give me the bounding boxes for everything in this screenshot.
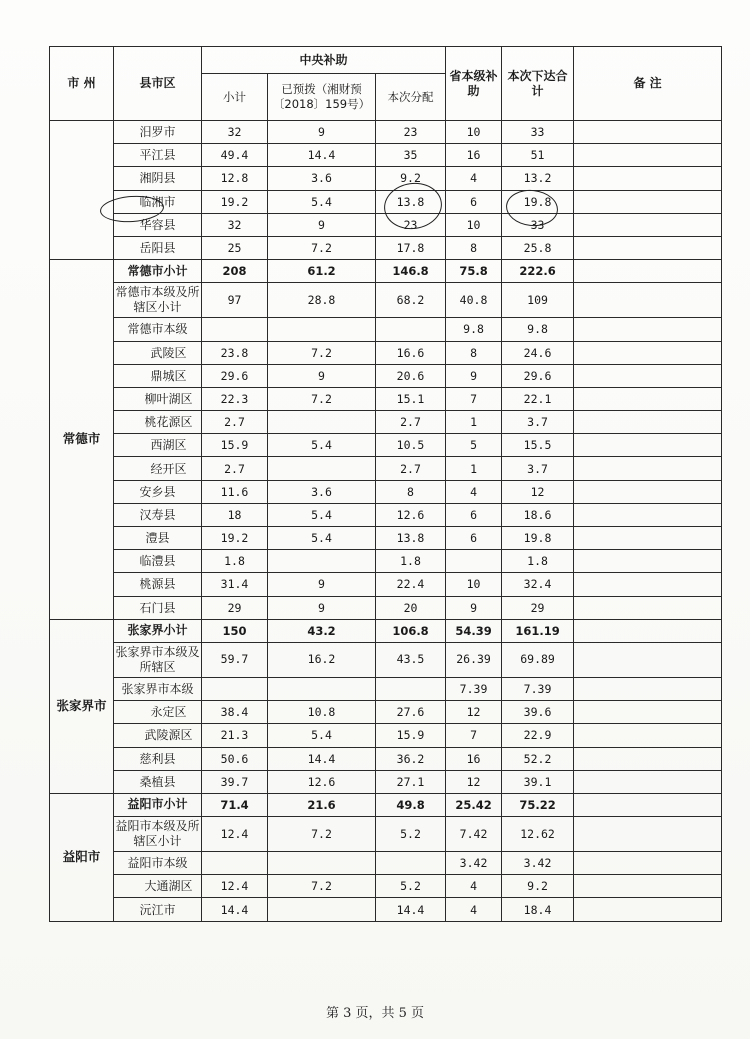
table-row	[50, 167, 722, 190]
county-name: 常德市小计	[114, 260, 202, 283]
city-cell-zhangjiajie: 张家界市	[50, 619, 114, 793]
cell-provincial: 10	[446, 213, 502, 236]
cell-remarks	[574, 387, 722, 410]
table-row	[50, 318, 722, 341]
county-name: 汉寿县	[114, 503, 202, 526]
cell-this-alloc	[376, 677, 446, 700]
header-prealloc: 已预拨（湘财预〔2018〕159号）	[268, 74, 376, 121]
cell-total: 3.7	[502, 457, 574, 480]
cell-provincial: 6	[446, 503, 502, 526]
cell-this-alloc: 68.2	[376, 283, 446, 318]
cell-provincial: 9	[446, 596, 502, 619]
cell-subtotal: 29	[202, 596, 268, 619]
county-name: 大通湖区	[114, 875, 202, 898]
header-county: 县市区	[114, 47, 202, 121]
cell-prealloc: 3.6	[268, 167, 376, 190]
cell-total: 3.42	[502, 852, 574, 875]
cell-prealloc: 5.4	[268, 527, 376, 550]
cell-provincial: 6	[446, 190, 502, 213]
cell-prealloc: 7.2	[268, 387, 376, 410]
cell-this-alloc: 106.8	[376, 619, 446, 642]
cell-remarks	[574, 596, 722, 619]
cell-remarks	[574, 341, 722, 364]
cell-subtotal: 208	[202, 260, 268, 283]
cell-remarks	[574, 793, 722, 816]
county-name: 张家界小计	[114, 619, 202, 642]
header-provincial: 省本级补助	[446, 47, 502, 121]
cell-subtotal	[202, 677, 268, 700]
cell-subtotal: 12.8	[202, 167, 268, 190]
cell-remarks	[574, 817, 722, 852]
cell-remarks	[574, 677, 722, 700]
cell-prealloc: 3.6	[268, 480, 376, 503]
table-row	[50, 724, 722, 747]
cell-this-alloc: 1.8	[376, 550, 446, 573]
cell-remarks	[574, 503, 722, 526]
cell-provincial: 1	[446, 411, 502, 434]
cell-total: 1.8	[502, 550, 574, 573]
cell-subtotal: 12.4	[202, 817, 268, 852]
county-name: 柳叶湖区	[114, 387, 202, 410]
cell-total: 24.6	[502, 341, 574, 364]
cell-provincial	[446, 550, 502, 573]
cell-provincial: 7.39	[446, 677, 502, 700]
cell-this-alloc: 23	[376, 213, 446, 236]
cell-total: 7.39	[502, 677, 574, 700]
cell-this-alloc: 2.7	[376, 457, 446, 480]
cell-this-alloc: 10.5	[376, 434, 446, 457]
cell-prealloc: 28.8	[268, 283, 376, 318]
city-cell-continued	[50, 121, 114, 260]
cell-total: 25.8	[502, 236, 574, 259]
table-row	[50, 898, 722, 921]
cell-subtotal: 29.6	[202, 364, 268, 387]
county-name: 永定区	[114, 701, 202, 724]
cell-prealloc: 7.2	[268, 236, 376, 259]
cell-provincial: 7	[446, 387, 502, 410]
table-row	[50, 364, 722, 387]
cell-subtotal: 2.7	[202, 457, 268, 480]
cell-prealloc: 43.2	[268, 619, 376, 642]
table-row	[50, 236, 722, 259]
cell-remarks	[574, 550, 722, 573]
subsidy-table	[49, 46, 722, 922]
table-row	[50, 341, 722, 364]
table-row	[50, 260, 722, 283]
cell-subtotal: 22.3	[202, 387, 268, 410]
table-row	[50, 213, 722, 236]
table-row	[50, 793, 722, 816]
cell-total: 9.8	[502, 318, 574, 341]
cell-total: 12	[502, 480, 574, 503]
cell-total: 222.6	[502, 260, 574, 283]
cell-provincial: 40.8	[446, 283, 502, 318]
cell-provincial: 10	[446, 573, 502, 596]
cell-subtotal: 21.3	[202, 724, 268, 747]
cell-remarks	[574, 480, 722, 503]
cell-this-alloc: 20	[376, 596, 446, 619]
cell-this-alloc: 27.6	[376, 701, 446, 724]
city-cell-yiyang: 益阳市	[50, 793, 114, 921]
cell-remarks	[574, 213, 722, 236]
county-name: 沅江市	[114, 898, 202, 921]
cell-provincial: 26.39	[446, 642, 502, 677]
cell-prealloc	[268, 898, 376, 921]
cell-subtotal: 18	[202, 503, 268, 526]
cell-total: 69.89	[502, 642, 574, 677]
cell-subtotal: 31.4	[202, 573, 268, 596]
cell-subtotal: 32	[202, 213, 268, 236]
cell-this-alloc: 49.8	[376, 793, 446, 816]
cell-provincial: 12	[446, 701, 502, 724]
cell-remarks	[574, 364, 722, 387]
table-row	[50, 121, 722, 144]
county-name: 西湖区	[114, 434, 202, 457]
cell-this-alloc: 27.1	[376, 770, 446, 793]
table-row	[50, 457, 722, 480]
county-name: 澧县	[114, 527, 202, 550]
county-name: 张家界市本级	[114, 677, 202, 700]
cell-prealloc	[268, 457, 376, 480]
cell-prealloc: 12.6	[268, 770, 376, 793]
cell-provincial: 9	[446, 364, 502, 387]
cell-remarks	[574, 283, 722, 318]
cell-prealloc: 10.8	[268, 701, 376, 724]
cell-provincial: 4	[446, 480, 502, 503]
cell-this-alloc: 146.8	[376, 260, 446, 283]
cell-subtotal: 59.7	[202, 642, 268, 677]
cell-provincial: 16	[446, 747, 502, 770]
cell-remarks	[574, 724, 722, 747]
cell-remarks	[574, 898, 722, 921]
table-row	[50, 573, 722, 596]
cell-provincial: 7.42	[446, 817, 502, 852]
cell-remarks	[574, 457, 722, 480]
county-name: 张家界市本级及所辖区	[114, 642, 202, 677]
cell-remarks	[574, 190, 722, 213]
cell-this-alloc	[376, 852, 446, 875]
cell-this-alloc: 2.7	[376, 411, 446, 434]
cell-total: 29.6	[502, 364, 574, 387]
cell-provincial: 4	[446, 875, 502, 898]
cell-prealloc: 5.4	[268, 190, 376, 213]
table-row	[50, 747, 722, 770]
cell-remarks	[574, 701, 722, 724]
cell-provincial: 12	[446, 770, 502, 793]
cell-provincial: 8	[446, 236, 502, 259]
cell-subtotal: 150	[202, 619, 268, 642]
cell-total: 75.22	[502, 793, 574, 816]
cell-prealloc: 9	[268, 596, 376, 619]
cell-subtotal: 2.7	[202, 411, 268, 434]
cell-prealloc	[268, 852, 376, 875]
cell-provincial: 3.42	[446, 852, 502, 875]
cell-prealloc: 14.4	[268, 144, 376, 167]
cell-provincial: 1	[446, 457, 502, 480]
cell-remarks	[574, 121, 722, 144]
cell-prealloc: 21.6	[268, 793, 376, 816]
cell-provincial: 16	[446, 144, 502, 167]
cell-provincial: 4	[446, 898, 502, 921]
cell-this-alloc: 15.9	[376, 724, 446, 747]
cell-remarks	[574, 770, 722, 793]
cell-remarks	[574, 852, 722, 875]
cell-total: 32.4	[502, 573, 574, 596]
header-central: 中央补助	[202, 47, 446, 74]
cell-total: 109	[502, 283, 574, 318]
cell-prealloc: 9	[268, 213, 376, 236]
cell-remarks	[574, 144, 722, 167]
cell-subtotal: 11.6	[202, 480, 268, 503]
cell-this-alloc: 16.6	[376, 341, 446, 364]
table-row	[50, 527, 722, 550]
county-name: 平江县	[114, 144, 202, 167]
cell-subtotal	[202, 852, 268, 875]
county-name: 经开区	[114, 457, 202, 480]
header-row-1	[50, 47, 722, 74]
cell-subtotal: 1.8	[202, 550, 268, 573]
cell-subtotal: 38.4	[202, 701, 268, 724]
county-name: 桃花源区	[114, 411, 202, 434]
cell-this-alloc: 12.6	[376, 503, 446, 526]
cell-subtotal: 97	[202, 283, 268, 318]
cell-remarks	[574, 236, 722, 259]
table-row	[50, 642, 722, 677]
cell-prealloc: 7.2	[268, 817, 376, 852]
cell-subtotal: 23.8	[202, 341, 268, 364]
cell-subtotal: 14.4	[202, 898, 268, 921]
cell-provincial: 7	[446, 724, 502, 747]
table-row	[50, 701, 722, 724]
county-name: 汨罗市	[114, 121, 202, 144]
cell-remarks	[574, 167, 722, 190]
county-name: 桃源县	[114, 573, 202, 596]
cell-subtotal: 25	[202, 236, 268, 259]
county-name: 桑植县	[114, 770, 202, 793]
cell-prealloc	[268, 411, 376, 434]
cell-prealloc: 14.4	[268, 747, 376, 770]
cell-this-alloc: 22.4	[376, 573, 446, 596]
cell-total: 39.1	[502, 770, 574, 793]
table-row	[50, 503, 722, 526]
cell-prealloc	[268, 550, 376, 573]
table-row	[50, 875, 722, 898]
county-name: 石门县	[114, 596, 202, 619]
cell-this-alloc	[376, 318, 446, 341]
cell-remarks	[574, 747, 722, 770]
cell-provincial: 5	[446, 434, 502, 457]
table-row	[50, 817, 722, 852]
table-row	[50, 770, 722, 793]
cell-subtotal: 50.6	[202, 747, 268, 770]
table-row	[50, 596, 722, 619]
cell-provincial: 8	[446, 341, 502, 364]
cell-provincial: 9.8	[446, 318, 502, 341]
cell-prealloc	[268, 318, 376, 341]
cell-total: 12.62	[502, 817, 574, 852]
cell-total: 52.2	[502, 747, 574, 770]
cell-this-alloc: 17.8	[376, 236, 446, 259]
table-row	[50, 387, 722, 410]
cell-total: 19.8	[502, 190, 574, 213]
county-name: 湘阴县	[114, 167, 202, 190]
cell-total: 33	[502, 121, 574, 144]
cell-subtotal: 32	[202, 121, 268, 144]
cell-prealloc: 5.4	[268, 434, 376, 457]
cell-prealloc: 9	[268, 573, 376, 596]
county-name: 武陵源区	[114, 724, 202, 747]
cell-this-alloc: 13.8	[376, 527, 446, 550]
county-name: 慈利县	[114, 747, 202, 770]
cell-prealloc: 9	[268, 121, 376, 144]
cell-this-alloc: 23	[376, 121, 446, 144]
cell-subtotal	[202, 318, 268, 341]
county-name: 益阳市本级	[114, 852, 202, 875]
table-row	[50, 283, 722, 318]
cell-total: 3.7	[502, 411, 574, 434]
table-row	[50, 434, 722, 457]
cell-remarks	[574, 318, 722, 341]
cell-total: 39.6	[502, 701, 574, 724]
cell-total: 19.8	[502, 527, 574, 550]
cell-total: 33	[502, 213, 574, 236]
cell-total: 161.19	[502, 619, 574, 642]
cell-total: 13.2	[502, 167, 574, 190]
cell-remarks	[574, 411, 722, 434]
county-name: 安乡县	[114, 480, 202, 503]
cell-subtotal: 71.4	[202, 793, 268, 816]
county-name: 临湘市	[114, 190, 202, 213]
cell-remarks	[574, 642, 722, 677]
cell-subtotal: 49.4	[202, 144, 268, 167]
cell-total: 22.9	[502, 724, 574, 747]
cell-remarks	[574, 527, 722, 550]
county-name: 临澧县	[114, 550, 202, 573]
cell-this-alloc: 8	[376, 480, 446, 503]
header-city: 市 州	[50, 47, 114, 121]
cell-total: 22.1	[502, 387, 574, 410]
cell-provincial: 25.42	[446, 793, 502, 816]
cell-subtotal: 12.4	[202, 875, 268, 898]
table-row	[50, 677, 722, 700]
table-row	[50, 144, 722, 167]
cell-prealloc: 9	[268, 364, 376, 387]
cell-remarks	[574, 875, 722, 898]
cell-prealloc: 5.4	[268, 503, 376, 526]
cell-remarks	[574, 619, 722, 642]
cell-this-alloc: 14.4	[376, 898, 446, 921]
cell-remarks	[574, 434, 722, 457]
county-name: 华容县	[114, 213, 202, 236]
cell-total: 15.5	[502, 434, 574, 457]
cell-subtotal: 15.9	[202, 434, 268, 457]
cell-prealloc: 61.2	[268, 260, 376, 283]
cell-prealloc	[268, 677, 376, 700]
cell-subtotal: 39.7	[202, 770, 268, 793]
county-name: 岳阳县	[114, 236, 202, 259]
cell-this-alloc: 36.2	[376, 747, 446, 770]
header-subtotal: 小计	[202, 74, 268, 121]
cell-this-alloc: 35	[376, 144, 446, 167]
cell-total: 18.6	[502, 503, 574, 526]
cell-total: 29	[502, 596, 574, 619]
cell-this-alloc: 20.6	[376, 364, 446, 387]
cell-this-alloc: 9.2	[376, 167, 446, 190]
county-name: 鼎城区	[114, 364, 202, 387]
cell-provincial: 6	[446, 527, 502, 550]
cell-remarks	[574, 260, 722, 283]
cell-this-alloc: 5.2	[376, 875, 446, 898]
cell-provincial: 4	[446, 167, 502, 190]
cell-prealloc: 5.4	[268, 724, 376, 747]
cell-this-alloc: 5.2	[376, 817, 446, 852]
table-row	[50, 619, 722, 642]
county-name: 益阳市本级及所辖区小计	[114, 817, 202, 852]
cell-this-alloc: 13.8	[376, 190, 446, 213]
cell-total: 18.4	[502, 898, 574, 921]
cell-remarks	[574, 573, 722, 596]
page-footer: 第 3 页，共 5 页	[325, 1006, 425, 1021]
cell-this-alloc: 15.1	[376, 387, 446, 410]
cell-prealloc: 7.2	[268, 341, 376, 364]
table-row	[50, 852, 722, 875]
cell-total: 51	[502, 144, 574, 167]
table-row	[50, 480, 722, 503]
header-remarks: 备 注	[574, 47, 722, 121]
cell-prealloc: 16.2	[268, 642, 376, 677]
cell-provincial: 10	[446, 121, 502, 144]
county-name: 益阳市小计	[114, 793, 202, 816]
cell-prealloc: 7.2	[268, 875, 376, 898]
cell-total: 9.2	[502, 875, 574, 898]
cell-provincial: 54.39	[446, 619, 502, 642]
county-name: 武陵区	[114, 341, 202, 364]
cell-provincial: 75.8	[446, 260, 502, 283]
header-total: 本次下达合计	[502, 47, 574, 121]
county-name: 常德市本级	[114, 318, 202, 341]
cell-subtotal: 19.2	[202, 190, 268, 213]
city-cell-changde: 常德市	[50, 260, 114, 620]
table-row	[50, 550, 722, 573]
table-row	[50, 190, 722, 213]
table-row	[50, 411, 722, 434]
header-this-alloc: 本次分配	[376, 74, 446, 121]
county-name: 常德市本级及所辖区小计	[114, 283, 202, 318]
cell-this-alloc: 43.5	[376, 642, 446, 677]
cell-subtotal: 19.2	[202, 527, 268, 550]
